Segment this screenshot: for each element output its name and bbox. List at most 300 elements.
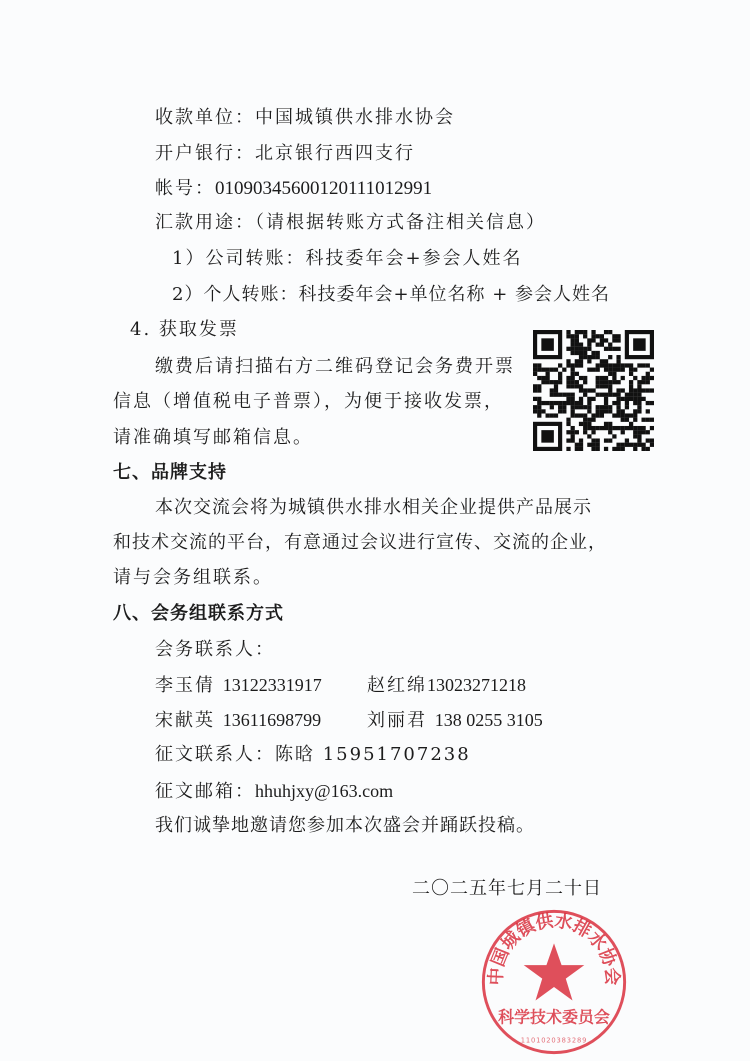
qr-module (604, 347, 608, 351)
qr-module (612, 434, 616, 438)
contact-heading: 八、会务组联系方式 (113, 603, 284, 624)
qr-module (558, 363, 562, 367)
contact-name: 宋献英 (155, 710, 215, 731)
qr-module (554, 401, 558, 405)
qr-module (571, 338, 575, 342)
brand-text: 和技术交流的平台，有意通过会议进行宣传、交流的企业， (113, 532, 607, 553)
qr-module (616, 359, 620, 363)
contact-name: 李玉倩 (155, 675, 215, 696)
qr-module (575, 405, 579, 409)
qr-module (600, 359, 604, 363)
contact-person (155, 709, 321, 732)
invitation-text: 我们诚挚地邀请您参加本次盛会并踊跃投稿。 (155, 815, 535, 836)
qr-module (566, 359, 570, 363)
qr-module (604, 359, 608, 363)
qr-module (583, 351, 587, 355)
qr-module (612, 338, 616, 342)
qr-module (591, 388, 595, 392)
qr-module (554, 380, 558, 384)
payee-line (155, 107, 455, 129)
qr-module (600, 413, 604, 417)
qr-module (596, 368, 600, 372)
qr-module (596, 393, 600, 397)
qr-module (633, 447, 637, 451)
qr-module (616, 334, 620, 338)
qr-module (604, 397, 608, 401)
qr-module (558, 393, 562, 397)
qr-module (579, 397, 583, 401)
qr-module (583, 405, 587, 409)
qr-module (616, 380, 620, 384)
qr-module (633, 434, 637, 438)
qr-module (533, 363, 537, 367)
qr-module (537, 384, 541, 388)
qr-module (587, 434, 591, 438)
qr-module (646, 438, 650, 442)
qr-module (633, 401, 637, 405)
qr-module (575, 413, 579, 417)
qr-module (587, 359, 591, 363)
qr-module (571, 393, 575, 397)
invoice-qr-code[interactable] (533, 330, 654, 451)
qr-module (646, 363, 650, 367)
qr-module (579, 355, 583, 359)
contact-label: 会务联系人： (155, 639, 275, 660)
qr-module (533, 384, 537, 388)
qr-module (600, 380, 604, 384)
qr-module (612, 380, 616, 384)
qr-module (587, 443, 591, 447)
qr-module (571, 380, 575, 384)
account-value: 01090345600120111012991 (215, 178, 433, 199)
qr-module (633, 397, 637, 401)
qr-module (571, 426, 575, 430)
qr-module (591, 447, 595, 451)
brand-text: 本次交流会将为城镇供水排水相关企业提供产品展示 (155, 497, 592, 518)
qr-module (579, 422, 583, 426)
qr-module (533, 397, 537, 401)
qr-module (646, 401, 650, 405)
qr-module (646, 372, 650, 376)
qr-module (604, 368, 608, 372)
qr-module (583, 430, 587, 434)
qr-module (600, 405, 604, 409)
qr-module (600, 384, 604, 388)
qr-module (629, 393, 633, 397)
qr-module (579, 384, 583, 388)
contact-person (367, 674, 526, 697)
qr-module (587, 409, 591, 413)
qr-module (596, 355, 600, 359)
qr-module (583, 347, 587, 351)
qr-module (616, 393, 620, 397)
qr-module (612, 376, 616, 380)
brand-text: 请与会务组联系。 (113, 567, 273, 588)
qr-module (583, 413, 587, 417)
qr-module (575, 380, 579, 384)
qr-module (637, 401, 641, 405)
qr-module (579, 347, 583, 351)
qr-module (608, 363, 612, 367)
invoice-heading: 4. 获取发票 (130, 319, 239, 340)
qr-module (616, 368, 620, 372)
qr-module (633, 413, 637, 417)
qr-module (566, 401, 570, 405)
qr-module (641, 443, 645, 447)
qr-module (587, 388, 591, 392)
qr-module (562, 393, 566, 397)
qr-module (558, 401, 562, 405)
qr-module (625, 405, 629, 409)
qr-module (566, 376, 570, 380)
qr-module (650, 401, 654, 405)
qr-module (541, 401, 545, 405)
qr-module (646, 388, 650, 392)
qr-module (616, 405, 620, 409)
qr-module (583, 418, 587, 422)
qr-module (629, 426, 633, 430)
qr-module (596, 334, 600, 338)
brand-heading: 七、品牌支持 (113, 462, 227, 483)
qr-module (575, 359, 579, 363)
qr-module (625, 418, 629, 422)
qr-module (533, 372, 537, 376)
qr-module (558, 409, 562, 413)
qr-module (604, 393, 608, 397)
qr-module (591, 418, 595, 422)
qr-module (608, 384, 612, 388)
qr-module (537, 397, 541, 401)
qr-module (608, 330, 612, 334)
qr-module (646, 409, 650, 413)
qr-module (616, 401, 620, 405)
qr-module (566, 393, 570, 397)
qr-module (600, 426, 604, 430)
qr-module (537, 388, 541, 392)
qr-module (562, 401, 566, 405)
invoice-text: 信息（增值税电子普票），为便于接收发票， (113, 391, 504, 412)
qr-module (571, 343, 575, 347)
qr-module (604, 338, 608, 342)
qr-module (625, 397, 629, 401)
qr-module (566, 334, 570, 338)
qr-module (621, 426, 625, 430)
qr-module (558, 376, 562, 380)
qr-module (541, 409, 545, 413)
qr-module (629, 372, 633, 376)
qr-module (558, 380, 562, 384)
qr-module (637, 434, 641, 438)
qr-module (537, 376, 541, 380)
qr-module (646, 376, 650, 380)
qr-module (575, 430, 579, 434)
qr-module (604, 405, 608, 409)
qr-module (575, 363, 579, 367)
qr-module (533, 405, 537, 409)
qr-module (612, 372, 616, 376)
qr-module (579, 405, 583, 409)
qr-module (612, 401, 616, 405)
qr-module (550, 413, 554, 417)
qr-module (641, 430, 645, 434)
contact-person (367, 709, 543, 732)
qr-module (575, 401, 579, 405)
qr-module (579, 438, 583, 442)
qr-module (587, 418, 591, 422)
qr-module (537, 413, 541, 417)
qr-module (571, 334, 575, 338)
payee-value: 中国城镇供水排水协会 (255, 107, 455, 128)
qr-module (558, 372, 562, 376)
qr-module (554, 393, 558, 397)
qr-finder-core (541, 430, 554, 443)
qr-module (604, 376, 608, 380)
qr-module (637, 388, 641, 392)
qr-module (621, 418, 625, 422)
qr-module (650, 443, 654, 447)
qr-module (612, 447, 616, 451)
qr-module (604, 330, 608, 334)
qr-module (550, 388, 554, 392)
qr-module (608, 405, 612, 409)
qr-module (566, 397, 570, 401)
qr-module (587, 397, 591, 401)
qr-module (608, 426, 612, 430)
seal-code: 1101020383289 (520, 1036, 588, 1045)
qr-module (575, 347, 579, 351)
qr-module (608, 438, 612, 442)
contact-phone: 13122331917 (222, 675, 322, 695)
qr-module (571, 438, 575, 442)
qr-module (650, 376, 654, 380)
qr-module (604, 426, 608, 430)
qr-module (575, 447, 579, 451)
qr-module (583, 330, 587, 334)
qr-module (633, 426, 637, 430)
qr-module (575, 338, 579, 342)
qr-module (637, 384, 641, 388)
qr-module (637, 438, 641, 442)
qr-module (637, 405, 641, 409)
qr-module (566, 438, 570, 442)
qr-module (546, 372, 550, 376)
qr-module (637, 426, 641, 430)
qr-module (554, 413, 558, 417)
qr-module (566, 363, 570, 367)
qr-module (587, 405, 591, 409)
qr-module (629, 397, 633, 401)
qr-module (608, 393, 612, 397)
qr-module (562, 405, 566, 409)
qr-module (537, 405, 541, 409)
qr-module (571, 397, 575, 401)
email-link[interactable]: hhuhjxy@163.com (255, 781, 394, 801)
qr-module (587, 426, 591, 430)
qr-module (621, 368, 625, 372)
qr-module (633, 409, 637, 413)
qr-module (571, 409, 575, 413)
qr-module (650, 438, 654, 442)
qr-module (621, 409, 625, 413)
qr-module (633, 418, 637, 422)
qr-module (633, 393, 637, 397)
invoice-text: 缴费后请扫描右方二维码登记会务费开票 (155, 356, 515, 377)
document-date: 二〇二五年七月二十日 (412, 878, 602, 899)
qr-module (633, 376, 637, 380)
purpose-line (155, 212, 546, 234)
qr-module (533, 368, 537, 372)
official-seal (480, 908, 628, 1056)
qr-module (608, 388, 612, 392)
qr-module (566, 330, 570, 334)
qr-module (616, 447, 620, 451)
seal-top-text: 中国城镇供水排水协会 (486, 911, 622, 986)
qr-module (571, 363, 575, 367)
qr-module (575, 351, 579, 355)
email-label: 征文邮箱： (155, 781, 255, 802)
invoice-text: 请准确填写邮箱信息。 (113, 427, 313, 448)
qr-module (579, 447, 583, 451)
qr-module (596, 343, 600, 347)
qr-module (650, 426, 654, 430)
qr-module (571, 413, 575, 417)
qr-module (579, 363, 583, 367)
bank-value: 北京银行西四支行 (255, 143, 415, 164)
qr-module (537, 409, 541, 413)
qr-module (537, 363, 541, 367)
qr-module (541, 380, 545, 384)
qr-module (591, 355, 595, 359)
qr-module (583, 355, 587, 359)
qr-module (562, 368, 566, 372)
qr-module (646, 430, 650, 434)
qr-module (616, 413, 620, 417)
qr-module (612, 393, 616, 397)
qr-module (650, 388, 654, 392)
qr-module (629, 443, 633, 447)
qr-module (608, 355, 612, 359)
qr-module (616, 443, 620, 447)
qr-module (621, 363, 625, 367)
qr-module (575, 384, 579, 388)
qr-module (550, 368, 554, 372)
qr-module (596, 384, 600, 388)
qr-module (616, 409, 620, 413)
qr-module (604, 363, 608, 367)
qr-module (587, 355, 591, 359)
qr-module (600, 338, 604, 342)
qr-module (571, 376, 575, 380)
qr-module (579, 413, 583, 417)
paper-contact-label: 征文联系人： (155, 744, 275, 765)
qr-module (625, 426, 629, 430)
qr-module (600, 334, 604, 338)
qr-module (575, 372, 579, 376)
qr-module (571, 430, 575, 434)
qr-module (621, 388, 625, 392)
qr-module (616, 347, 620, 351)
qr-module (575, 334, 579, 338)
qr-module (604, 401, 608, 405)
qr-module (591, 334, 595, 338)
qr-module (637, 409, 641, 413)
qr-module (591, 351, 595, 355)
qr-module (621, 376, 625, 380)
company-transfer-note: 1）公司转账：科技委年会+参会人姓名 (172, 248, 523, 269)
qr-module (541, 368, 545, 372)
qr-module (546, 380, 550, 384)
qr-module (575, 330, 579, 334)
paper-contact-line (155, 744, 471, 766)
qr-module (637, 430, 641, 434)
seal-bottom-text: 科学技术委员会 (498, 1007, 610, 1027)
qr-module (637, 380, 641, 384)
qr-module (596, 363, 600, 367)
qr-module (554, 388, 558, 392)
qr-module (587, 347, 591, 351)
qr-module (579, 388, 583, 392)
qr-module (641, 418, 645, 422)
contact-phone: 13611698799 (222, 710, 322, 730)
qr-module (600, 363, 604, 367)
qr-finder-core (541, 338, 554, 351)
qr-module (566, 418, 570, 422)
account-label: 帐号： (155, 178, 215, 199)
qr-module (641, 376, 645, 380)
qr-module (608, 372, 612, 376)
qr-module (616, 338, 620, 342)
qr-module (587, 401, 591, 405)
qr-module (625, 413, 629, 417)
qr-module (533, 409, 537, 413)
contact-person (155, 674, 322, 697)
qr-module (571, 405, 575, 409)
qr-module (587, 338, 591, 342)
qr-module (616, 426, 620, 430)
qr-module (591, 397, 595, 401)
qr-module (596, 405, 600, 409)
qr-module (612, 334, 616, 338)
qr-module (596, 447, 600, 451)
qr-module (637, 443, 641, 447)
qr-module (596, 376, 600, 380)
qr-module (571, 347, 575, 351)
qr-module (566, 422, 570, 426)
qr-module (621, 430, 625, 434)
qr-module (596, 438, 600, 442)
qr-module (637, 393, 641, 397)
qr-module (541, 376, 545, 380)
qr-module (608, 422, 612, 426)
qr-module (591, 430, 595, 434)
qr-module (583, 422, 587, 426)
qr-module (650, 418, 654, 422)
qr-module (621, 397, 625, 401)
qr-module (612, 363, 616, 367)
qr-module (546, 376, 550, 380)
qr-module (625, 363, 629, 367)
qr-module (629, 384, 633, 388)
qr-module (579, 359, 583, 363)
qr-module (633, 430, 637, 434)
qr-module (629, 413, 633, 417)
qr-module (583, 380, 587, 384)
qr-module (604, 380, 608, 384)
qr-module (587, 422, 591, 426)
qr-module (608, 430, 612, 434)
qr-module (591, 368, 595, 372)
qr-module (566, 384, 570, 388)
